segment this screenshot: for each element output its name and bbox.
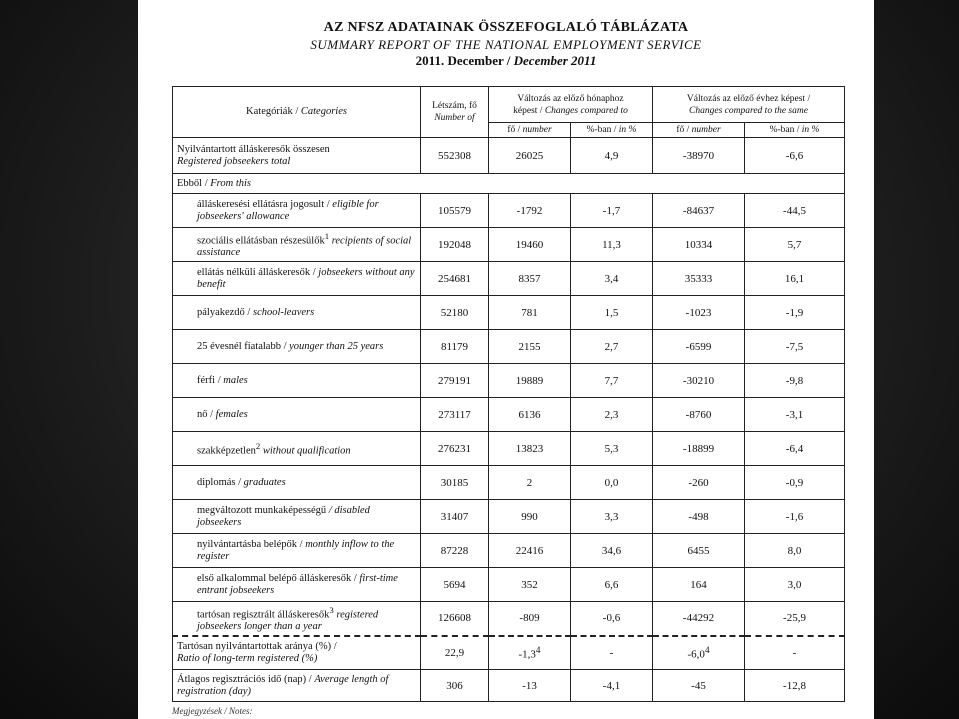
row-month-number: 2 bbox=[489, 466, 571, 500]
row-year-number: -1023 bbox=[653, 296, 745, 330]
total-month-number: 26025 bbox=[489, 138, 571, 174]
row-month-percent: 7,7 bbox=[571, 364, 653, 398]
header-month-change: Változás az előző hónaphoz képest / Changes compared to bbox=[489, 87, 653, 123]
total-label: Nyilvántartott álláskeresők összesen Registered jobseekers total bbox=[173, 138, 421, 174]
avg-month-percent: -4,1 bbox=[571, 670, 653, 702]
row-year-percent: -44,5 bbox=[745, 194, 845, 228]
avg-month-number: -13 bbox=[489, 670, 571, 702]
avg-year-number: -45 bbox=[653, 670, 745, 702]
table-row bbox=[173, 500, 845, 534]
footnote-marker: 2 bbox=[255, 440, 261, 451]
row-month-number: 19889 bbox=[489, 364, 571, 398]
ratio-count: 22,9 bbox=[421, 636, 489, 670]
row-year-number: -498 bbox=[653, 500, 745, 534]
ratio-month-number: $-1,3^4$ bbox=[489, 636, 571, 670]
table-row bbox=[173, 466, 845, 500]
row-month-percent: 11,3 bbox=[571, 228, 653, 262]
row-month-number: 13823 bbox=[489, 432, 571, 466]
row-count: 279191 bbox=[421, 364, 489, 398]
row-year-percent: -6,4 bbox=[745, 432, 845, 466]
header-year-number: fő / number bbox=[653, 123, 745, 138]
row-count: 31407 bbox=[421, 500, 489, 534]
total-row bbox=[173, 138, 845, 174]
row-month-number: 352 bbox=[489, 568, 571, 602]
table-row bbox=[173, 602, 845, 636]
table-row bbox=[173, 432, 845, 466]
row-label: tartósan regisztrált álláskeresők$^3$ registered jobseekers longer than a year bbox=[173, 602, 421, 636]
row-year-number: 6455 bbox=[653, 534, 745, 568]
of-which-row bbox=[173, 174, 845, 194]
row-month-percent: 0,0 bbox=[571, 466, 653, 500]
table-row bbox=[173, 228, 845, 262]
header-row-1 bbox=[173, 87, 845, 123]
table-row bbox=[173, 194, 845, 228]
row-month-percent: 2,7 bbox=[571, 330, 653, 364]
row-month-number: 990 bbox=[489, 500, 571, 534]
title-english: SUMMARY REPORT OF THE NATIONAL EMPLOYMENT SERVICE bbox=[310, 37, 702, 52]
ratio-month-percent: - bbox=[571, 636, 653, 670]
table-row bbox=[173, 330, 845, 364]
row-year-percent: 8,0 bbox=[745, 534, 845, 568]
row-year-percent: -9,8 bbox=[745, 364, 845, 398]
row-month-number: -809 bbox=[489, 602, 571, 636]
total-year-number: -38970 bbox=[653, 138, 745, 174]
row-count: 81179 bbox=[421, 330, 489, 364]
row-label: első alkalommal belépő álláskeresők / first-time entrant jobseekers bbox=[173, 568, 421, 602]
row-year-number: -30210 bbox=[653, 364, 745, 398]
row-year-number: 164 bbox=[653, 568, 745, 602]
row-label: 25 évesnél fiatalabb / younger than 25 years bbox=[173, 330, 421, 364]
row-year-number: -44292 bbox=[653, 602, 745, 636]
row-year-number: -260 bbox=[653, 466, 745, 500]
table-row bbox=[173, 364, 845, 398]
row-label: megváltozott munkaképességű / disabled jobseekers bbox=[173, 500, 421, 534]
of-which-label: Ebből / From this bbox=[173, 174, 845, 194]
row-year-number: -84637 bbox=[653, 194, 745, 228]
row-year-percent: -1,9 bbox=[745, 296, 845, 330]
row-label: férfi / males bbox=[173, 364, 421, 398]
row-year-percent: 16,1 bbox=[745, 262, 845, 296]
row-month-number: 19460 bbox=[489, 228, 571, 262]
header-count: Létszám, fő Number of bbox=[421, 87, 489, 138]
row-year-percent: -0,9 bbox=[745, 466, 845, 500]
row-year-percent: 3,0 bbox=[745, 568, 845, 602]
row-label: álláskeresési ellátásra jogosult / eligible for jobseekers' allowance bbox=[173, 194, 421, 228]
report-date: 2011. December / December 2011 bbox=[415, 53, 597, 68]
total-count: 552308 bbox=[421, 138, 489, 174]
table-row bbox=[173, 262, 845, 296]
avg-year-percent: -12,8 bbox=[745, 670, 845, 702]
row-year-percent: -1,6 bbox=[745, 500, 845, 534]
row-count: 126608 bbox=[421, 602, 489, 636]
row-month-number: 22416 bbox=[489, 534, 571, 568]
row-month-number: -1792 bbox=[489, 194, 571, 228]
row-year-number: 35333 bbox=[653, 262, 745, 296]
row-count: 192048 bbox=[421, 228, 489, 262]
row-count: 276231 bbox=[421, 432, 489, 466]
row-month-percent: 6,6 bbox=[571, 568, 653, 602]
row-month-percent: 2,3 bbox=[571, 398, 653, 432]
row-label: ellátás nélküli álláskeresők / jobseekers without any benefit bbox=[173, 262, 421, 296]
category-rows bbox=[173, 194, 845, 636]
row-year-percent: -7,5 bbox=[745, 330, 845, 364]
row-label: nő / females bbox=[173, 398, 421, 432]
row-month-percent: -1,7 bbox=[571, 194, 653, 228]
document-page bbox=[138, 0, 874, 719]
table-row bbox=[173, 534, 845, 568]
header-month-percent: %-ban / in % bbox=[571, 123, 653, 138]
ratio-row bbox=[173, 636, 845, 670]
row-month-percent: -0,6 bbox=[571, 602, 653, 636]
row-year-number: -6599 bbox=[653, 330, 745, 364]
ratio-year-number: $-6,0^4$ bbox=[653, 636, 745, 670]
row-count: 254681 bbox=[421, 262, 489, 296]
row-month-percent: 5,3 bbox=[571, 432, 653, 466]
row-year-number: -18899 bbox=[653, 432, 745, 466]
row-month-percent: 1,5 bbox=[571, 296, 653, 330]
row-label: pályakezdő / school-leavers bbox=[173, 296, 421, 330]
table-row bbox=[173, 398, 845, 432]
row-month-percent: 3,4 bbox=[571, 262, 653, 296]
header-category: Kategóriák / Categories bbox=[173, 87, 421, 138]
row-label: szakképzetlen$^2$ without qualification bbox=[173, 432, 421, 466]
row-year-number: -8760 bbox=[653, 398, 745, 432]
row-count: 87228 bbox=[421, 534, 489, 568]
row-count: 52180 bbox=[421, 296, 489, 330]
avg-row bbox=[173, 670, 845, 702]
row-count: 30185 bbox=[421, 466, 489, 500]
ratio-year-percent: - bbox=[745, 636, 845, 670]
table-row bbox=[173, 296, 845, 330]
row-label: szociális ellátásban részesülők$^1$ recipients of social assistance bbox=[173, 228, 421, 262]
header-month-number: fő / number bbox=[489, 123, 571, 138]
row-month-number: 6136 bbox=[489, 398, 571, 432]
row-year-percent: -25,9 bbox=[745, 602, 845, 636]
row-label: diplomás / graduates bbox=[173, 466, 421, 500]
row-year-number: 10334 bbox=[653, 228, 745, 262]
total-year-percent: -6,6 bbox=[745, 138, 845, 174]
table-row bbox=[173, 568, 845, 602]
row-count: 105579 bbox=[421, 194, 489, 228]
ratio-label: Tartósan nyilvántartottak aránya (%) / Ratio of long-term registered (%) bbox=[173, 636, 421, 670]
footnote-marker: 1 bbox=[324, 230, 330, 241]
avg-count: 306 bbox=[421, 670, 489, 702]
row-count: 5694 bbox=[421, 568, 489, 602]
summary-table bbox=[172, 86, 845, 702]
row-count: 273117 bbox=[421, 398, 489, 432]
row-month-percent: 3,3 bbox=[571, 500, 653, 534]
row-year-percent: -3,1 bbox=[745, 398, 845, 432]
footnote-marker: 3 bbox=[329, 604, 334, 615]
header-year-change: Változás az előző évhez képest / Changes compared to the same bbox=[653, 87, 845, 123]
avg-label: Átlagos regisztrációs idő (nap) / Average length of registration (day) bbox=[173, 670, 421, 702]
row-label: nyilvántartásba belépők / monthly inflow to the register bbox=[173, 534, 421, 568]
row-year-percent: 5,7 bbox=[745, 228, 845, 262]
row-month-percent: 34,6 bbox=[571, 534, 653, 568]
header-year-percent: %-ban / in % bbox=[745, 123, 845, 138]
row-month-number: 2155 bbox=[489, 330, 571, 364]
total-month-percent: 4,9 bbox=[571, 138, 653, 174]
notes-label: Megjegyzések / Notes: bbox=[172, 706, 253, 716]
row-month-number: 8357 bbox=[489, 262, 571, 296]
title-hungarian: AZ NFSZ ADATAINAK ÖSSZEFOGLALÓ TÁBLÁZATA bbox=[323, 20, 689, 35]
row-month-number: 781 bbox=[489, 296, 571, 330]
